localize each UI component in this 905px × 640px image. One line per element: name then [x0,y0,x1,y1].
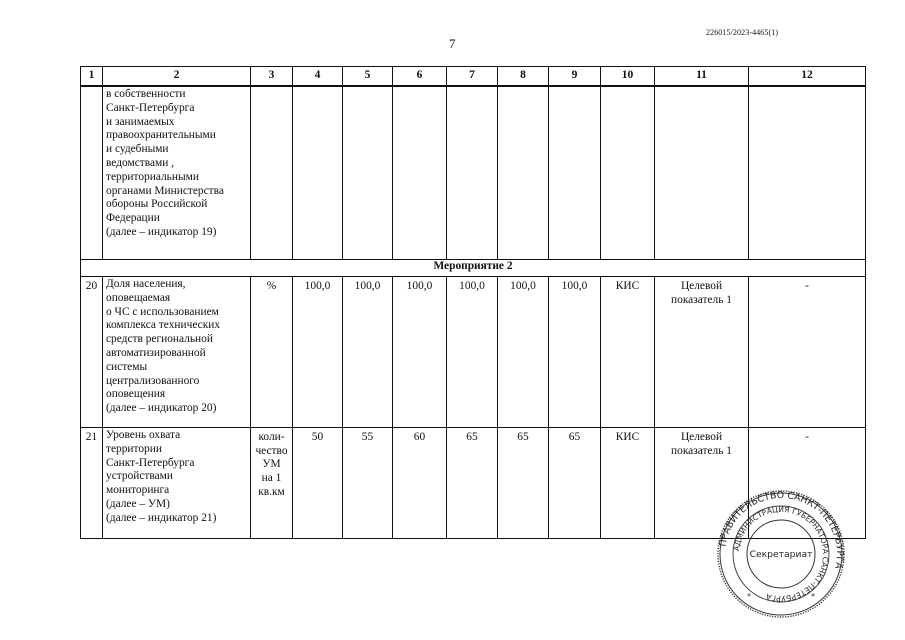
page-number: 7 [449,36,456,51]
indicator-description: в собственности Санкт-Петербурга и занимаемых правоохранительными и судебными ведомствами , территориальными органами Министерства обороны Российской Федерации (далее – индикатор 19) [103,86,251,260]
indicators-table [80,66,866,539]
column-header: 11 [655,67,749,87]
column-header: 2 [103,67,251,87]
value-cell: 100,0 [343,277,393,428]
official-seal [716,489,846,619]
seal-outer-text: ПРАВИТЕЛЬСТВО САНКТ-ПЕТЕРБУРГА [717,489,846,570]
table-row [81,86,866,260]
indicator-type-cell: Целевой показатель 1 [655,277,749,428]
column-header: 3 [251,67,293,87]
unit-cell: % [251,277,293,428]
row-number-cell [81,86,103,260]
row-number-cell: 20 [81,277,103,428]
column-header: 7 [447,67,498,87]
value-cell: 100,0 [447,277,498,428]
column-header: 1 [81,67,103,87]
indicator-type-cell: Целевой показатель 1 [655,428,749,539]
svg-text:*: * [811,592,815,601]
column-header: 9 [549,67,601,87]
seal-inner-text: АДМИНИСТРАЦИЯ ГУБЕРНАТОРА САНКТ-ПЕТЕРБУРГА [732,504,831,604]
table-row [81,277,866,428]
section-title: Мероприятие 2 [81,260,866,277]
value-cell: 60 [393,428,447,539]
column-header: 8 [498,67,549,87]
unit-cell: коли- чество УМ на 1 кв.км [251,428,293,539]
value-cell: 100,0 [293,277,343,428]
value-cell: 65 [498,428,549,539]
value-cell: 100,0 [498,277,549,428]
column-header: 4 [293,67,343,87]
value-cell: 100,0 [549,277,601,428]
section-row [81,260,866,277]
note-cell: - [749,277,866,428]
column-header-row [81,67,866,87]
value-cell: 100,0 [393,277,447,428]
row-number-cell: 21 [81,428,103,539]
note-cell: - [749,428,866,539]
value-cell: 50 [293,428,343,539]
column-header: 10 [601,67,655,87]
indicator-description: Уровень охвата территории Санкт-Петербурга устройствами мониторинга (далее – УМ) (далее – индикатор 21) [103,428,251,539]
value-cell: 65 [549,428,601,539]
svg-text:*: * [747,592,751,601]
source-cell: КИС [601,277,655,428]
column-header: 5 [343,67,393,87]
column-header: 12 [749,67,866,87]
value-cell: 55 [343,428,393,539]
seal-center-text: Секретариат [749,549,813,560]
source-cell: КИС [601,428,655,539]
value-cell: 65 [447,428,498,539]
indicator-description: Доля населения, оповещаемая о ЧС с использованием комплекса технических средств региональной автоматизированной системы централизованного оповещения (далее – индикатор 20) [103,277,251,428]
column-header: 6 [393,67,447,87]
document-id: 226015/2023-4465(1) [706,28,779,37]
